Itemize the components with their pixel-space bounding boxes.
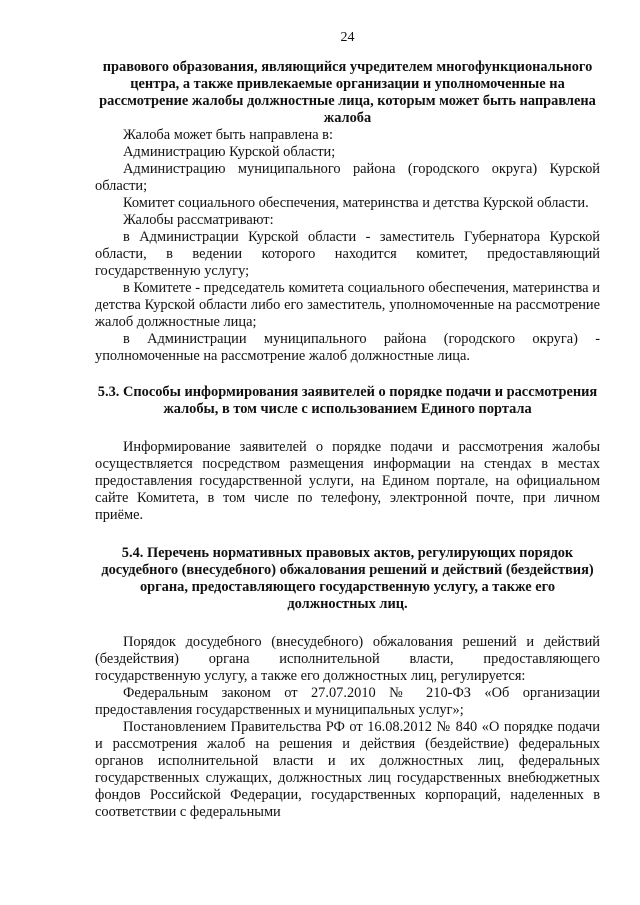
section-5-3-text: Информирование заявителей о порядке подачи и рассмотрения жалобы осуществляется посредством размещения информации на стендах в местах предоставления государственной услуги, на Едином портале, на официальном сайте Комитета, в том числе по телефону, электронной почте, при личном приёме. — [95, 439, 600, 523]
block1-p2: Администрацию Курской области; — [123, 144, 336, 160]
block1-p1: Жалоба может быть направлена в: — [123, 127, 333, 143]
section-5-4-p2: Федеральным законом от 27.07.2010 № 210-ФЗ «Об организации предоставления государственных и муниципальных услуг»; — [95, 685, 600, 718]
intro-heading: правового образования, являющийся учредителем многофункционального центра, а также привлекаемые организации и уполномоченные на рассмотрение жалобы должностные лица, которым может быть направлена жалоба — [99, 59, 596, 126]
block1-p4: Комитет социального обеспечения, материнства и детства Курской области. — [123, 195, 589, 211]
block1-p7: в Комитете - председатель комитета социального обеспечения, материнства и детства Курской области либо его заместитель, уполномоченные на рассмотрение жалоб должностные лица; — [95, 280, 600, 330]
section-5-3-heading: 5.3. Способы информирования заявителей о порядке подачи и рассмотрения жалобы, в том числе с использованием Единого портала — [97, 384, 598, 417]
page-number: 24 — [340, 30, 355, 45]
block1-p3: Администрацию муниципального района (городского округа) Курской области; — [95, 161, 600, 194]
block1-p5: Жалобы рассматривают: — [123, 212, 274, 228]
section-5-4-heading: 5.4. Перечень нормативных правовых актов, регулирующих порядок досудебного (внесудебного) обжалования решений и действий (бездействия) органа, предоставляющего государственную услугу, а также его должностных лиц. — [101, 545, 594, 612]
section-5-4-p1: Порядок досудебного (внесудебного) обжалования решений и действий (бездействия) органа исполнительной власти, предоставляющего государственную услугу, а также его должностных лиц, регулируется: — [95, 634, 600, 684]
block1-p6: в Администрации Курской области - заместитель Губернатора Курской области, в ведении которого находится комитет, предоставляющий государственную услугу; — [95, 229, 600, 279]
section-5-4-p3: Постановлением Правительства РФ от 16.08.2012 № 840 «О порядке подачи и рассмотрения жалоб на решения и действия (бездействие) федеральных органов исполнительной власти и их должностных лиц, федеральных государственных служащих, должностных лиц государственных внебюджетных фондов Российской Федерации, государственных корпораций, наделенных в соответствии с федеральными — [95, 719, 600, 820]
block1-p8: в Администрации муниципального района (городского округа) - уполномоченные на рассмотрение жалоб должностные лица. — [95, 331, 600, 364]
